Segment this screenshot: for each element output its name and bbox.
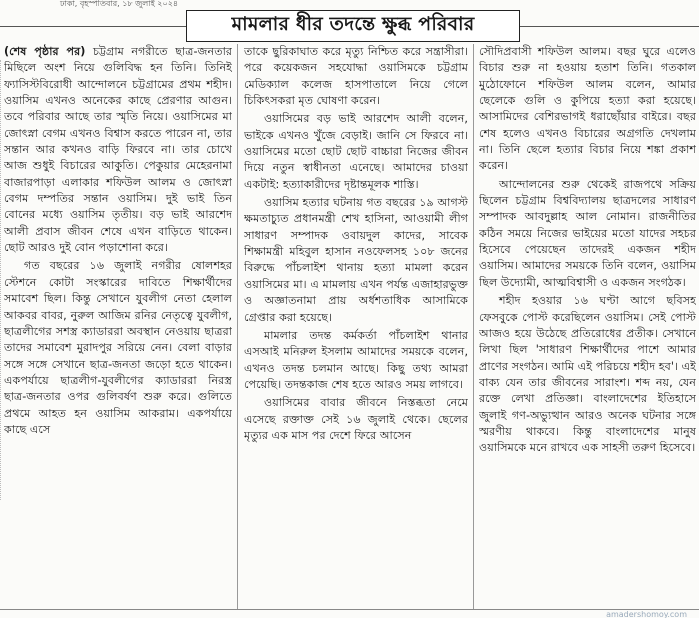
footer-watermark: amadershomoy.com [0, 609, 699, 618]
paragraph: গত বছরের ১৬ জুলাই নগরীর ষোলশহর স্টেশনে কোটা সংস্কারের দাবিতে শিক্ষার্থীদের সমাবেশ ছিল। কিন্তু সেখানে যুবলীগ নেতা হেলাল আকবর বাবর, নুরুল আজিম রনির নেতৃত্বে যুবলীগ, ছাত্রলীগের সশস্ত্র ক্যাডাররা অবস্থান নেওয়ায় ছাত্ররা তাদের সমাবেশ মুরাদপুর সরিয়ে নেন। বেলা বাড়ার সঙ্গে সঙ্গে সেখানে ছাত্র-জনতা জড়ো হতে থাকেন। একপর্যায়ে ছাত্রলীগ-যুবলীগের ক্যাডাররা নিরস্ত্র ছাত্র-জনতার ওপর গুলিবর্ষণ শুরু করে। গুলিতে প্রথমে আহত হন ওয়াসিম আকরাম। একপর্যায়ে কাছে এসে [4, 259, 232, 436]
column-divider [473, 44, 474, 609]
paragraph: ওয়াসিমের বাবার জীবনে নিস্তব্ধতা নেমে এসেছে রক্তাক্ত সেই ১৬ জুলাই থেকে। ছেলের মৃত্যুর এক মাস পর দেশে ফিরে আসেন [244, 396, 468, 442]
paragraph: মামলার তদন্ত কর্মকর্তা পাঁচলাইশ থানার এসআই মনিরুল ইসলাম আমাদের সময়কে বলেন, এখনও তদন্ত চলমান আছে। কিছু তথ্য আমরা পেয়েছি। তদন্তকাজ শেষ হতে আরও সময় লাগবে। [244, 328, 468, 391]
paragraph: আন্দোলনের শুরু থেকেই রাজপথে সক্রিয় ছিলেন চট্টগ্রাম বিশ্ববিদ্যালয় ছাত্রদলের সাধারণ সম্পাদক আবদুল্লাহ আল নোমান। রাজনীতির কঠিন সময়ে নিজের ভাইয়ের মতো যাদের সহচর হিসেবে পেয়েছেন তাদেরই একজন শহীদ ওয়াসিম। আমাদের সময়কে তিনি বলেন, ওয়াসিম ছিল উদ্যোমী, আত্মবিশ্বাসী ও একজন সংগঠক। [479, 177, 696, 289]
paragraph: ওয়াসিমের বড় ভাই আরশেদ আলী বলেন, ভাইকে এখনও খুঁজে বেড়াই। জানি সে ফিরবে না। ওয়াসিমের মতো ছোট ছোট বাচ্চারা নিজের জীবন দিয়ে নতুন স্বাধীনতা এনেছে। আমাদের চাওয়া একটাই: হত্যাকারীদের দৃষ্টান্তমূলক শাস্তি। [244, 112, 468, 191]
headline: মামলার ধীর তদন্তে ক্ষুব্ধ পরিবার [231, 13, 475, 35]
paragraph: সৌদিপ্রবাসী শফিউল আলম। বছর ঘুরে এলেও বিচার শুরু না হওয়ায় হতাশ তিনি। গতকাল মুঠোফোনে শফিউল আলম বলেন, আমার ছেলেকে গুলি ও কুপিয়ে হত্যা করা হয়েছে। আসামিদের বেশিরভাগই ধরাছোঁয়ার বাইরে। বছর শেষ হলেও এখনও বিচারের অগ্রগতি দেখলাম না। তিনি ছেলে হত্যার বিচার নিয়ে শঙ্কা প্রকাশ করেন। [479, 45, 696, 173]
article-column-3 [479, 44, 696, 609]
title-rule-left [0, 26, 186, 27]
title-rule-right [520, 26, 699, 27]
headline-box [186, 10, 520, 42]
paragraph [4, 44, 232, 256]
paragraph: ওয়াসিম হত্যার ঘটনায় গত বছরের ১৯ আগস্ট ক্ষমতাচ্যুত প্রধানমন্ত্রী শেখ হাসিনা, আওয়ামী লীগ সাধারণ সম্পাদক ওবায়দুল কাদের, সাবেক শিক্ষামন্ত্রী মহিবুল হাসান নওফেলসহ ১০৮ জনের বিরুদ্ধে পাঁচলাইশ থানায় হত্যা মামলা করেন ওয়াসিমের মা। এ মামলায় এখন পর্যন্ত এজাহারভুক্ত ও অজ্ঞাতনামা প্রায় অর্ধশতাধিক আসামিকে গ্রেপ্তার করা হয়েছে। [244, 196, 468, 324]
article-column-1 [4, 44, 232, 609]
paragraph: তাকে ছুরিকাঘাত করে মৃত্যু নিশ্চিত করে সন্ত্রাসীরা। পরে কয়েকজন সহযোদ্ধা ওয়াসিমকে চট্টগ্রাম মেডিক্যাল কলেজ হাসপাতালে নিয়ে গেলে চিকিৎসকরা মৃত ঘোষণা করেন। [244, 45, 468, 108]
paragraph: শহীদ হওয়ার ১৬ ঘণ্টা আগে ছবিসহ ফেসবুকে পোস্ট করেছিলেন ওয়াসিম। সেই পোস্ট আজও হয়ে উঠেছে প্রতিরোধের প্রতীক। সেখানে লিখা ছিল 'সাধারণ শিক্ষার্থীদের পাশে আমার প্রাণের সংগঠন। আমি এই পরিচয়ে শহীদ হব'। এই বাক্য যেন তার জীবনের সারাংশ। শব্দ নয়, যেন রক্তে লেখা প্রতিজ্ঞা। বাংলাদেশের ইতিহাসে জুলাই গণ-অভ্যুত্থান আরও অনেক ঘটনার সঙ্গে স্মরণীয় থাকবে। কিন্তু বাংলাদেশের মানুষ ওয়াসিমকে মনে রাখবে এক সাহসী তরুণ হিসেবে। [479, 294, 696, 455]
column-divider [237, 44, 238, 609]
article-column-2 [244, 44, 468, 609]
paragraph-text: চট্টগ্রাম নগরীতে ছাত্র-জনতার মিছিলে অংশ নিয়ে গুলিবিদ্ধ হন তিনি। তিনিই ফ্যাসিস্টবিরোধী আন্দোলনে চট্টগ্রামের প্রথম শহীদ। ওয়াসিম এখনও অনেকের কাছে প্রেরণার আগুন। তবে পরিবার আছে তার স্মৃতি নিয়ে। ওয়াসিমের মা জোৎস্না বেগম এখনও বিশ্বাস করতে পারেন না, তার সন্তান আর কখনও বাড়ি ফিরবে না। তার চোখে আজ শুধুই বিচারের আকুতি। পেকুয়ার মেহেরনামা বাজারপাড়া এলাকার শফিউল আলম ও জোৎস্না বেগম দম্পতির সন্তান ওয়াসিম। দুই ভাই তিন বোনের মধ্যে ওয়াসিম তৃতীয়। বড় ভাই আরশেদ আলী প্রবাস জীবন শেষে এখন বাড়িতে থাকেন। ছোট আরও দুই বোন পড়াশোনা করে। [4, 45, 232, 255]
continuation-marker: (শেষ পৃষ্ঠার পর) [4, 45, 86, 58]
masthead-fragment: ঢাকা, বৃহস্পতিবার, ১৮ জুলাই ২০২৪ [60, 0, 179, 8]
